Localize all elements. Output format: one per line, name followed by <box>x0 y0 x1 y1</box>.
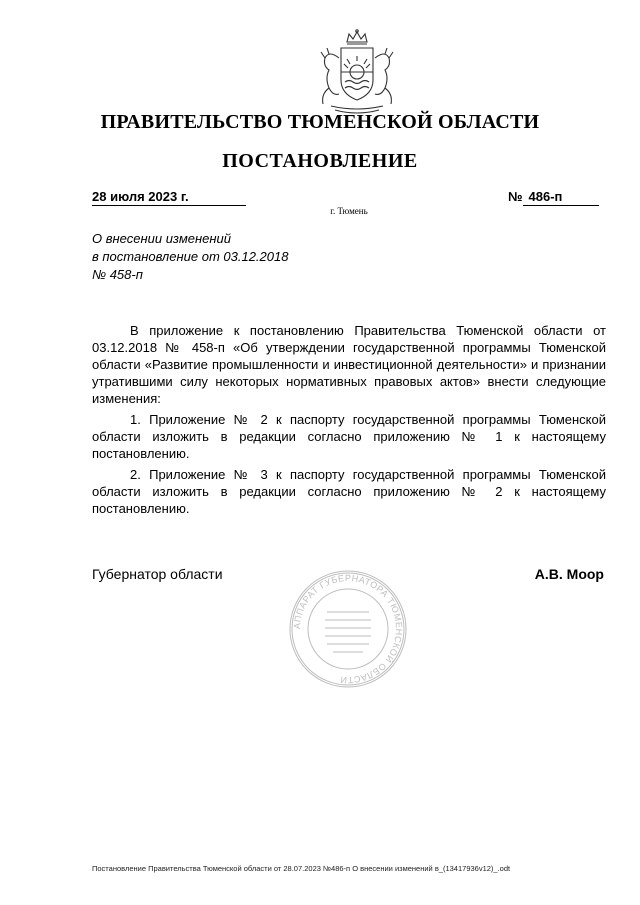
document-type: ПОСТАНОВЛЕНИЕ <box>222 150 418 172</box>
document-number <box>508 189 604 206</box>
page-footer: Постановление Правительства Тюменской области от 28.07.2023 №486-п О внесении изменений в_(13417936v12)_.odt <box>92 864 511 873</box>
government-title: ПРАВИТЕЛЬСТВО ТЮМЕНСКОЙ ОБЛАСТИ <box>100 111 540 133</box>
body-intro: В приложение к постановлению Правительства Тюменской области от 03.12.2018 № 458-п «Об утверждении государственной программы Тюменской области «Развитие промышленности и инвестиционной деятельности» и признании утратившими силу некоторых нормативных правовых актов» внести следующие изменения: <box>92 323 606 406</box>
body-item-1: 1. Приложение № 2 к паспорту государственной программы Тюменской области изложить в редакции согласно приложению № 1 к настоящему постановлению. <box>92 412 606 461</box>
seal-ring-text: АППАРАТ ГУБЕРНАТОРА ТЮМЕНСКОЙ ОБЛАСТИ <box>291 572 405 686</box>
official-seal-icon <box>287 568 409 690</box>
signer-name: А.В. Моор <box>534 566 604 582</box>
body-item-2: 2. Приложение № 3 к паспорту государственной программы Тюменской области изложить в редакции согласно приложению № 2 к настоящему постановлению. <box>92 467 606 516</box>
subject-line: в постановление от 03.12.2018 <box>92 249 289 264</box>
signer-title: Губернатор области <box>92 566 223 582</box>
document-date: 28 июля 2023 г. <box>92 189 246 206</box>
subject-line: О внесении изменений <box>92 231 231 246</box>
document-body <box>92 322 606 521</box>
subject-line: № 458-п <box>92 267 143 282</box>
number-sign: № <box>508 189 523 204</box>
document-city: г. Тюмень <box>330 206 368 216</box>
coat-of-arms-icon <box>315 28 399 116</box>
document-subject <box>92 230 352 284</box>
number-value: 486-п <box>523 189 599 206</box>
